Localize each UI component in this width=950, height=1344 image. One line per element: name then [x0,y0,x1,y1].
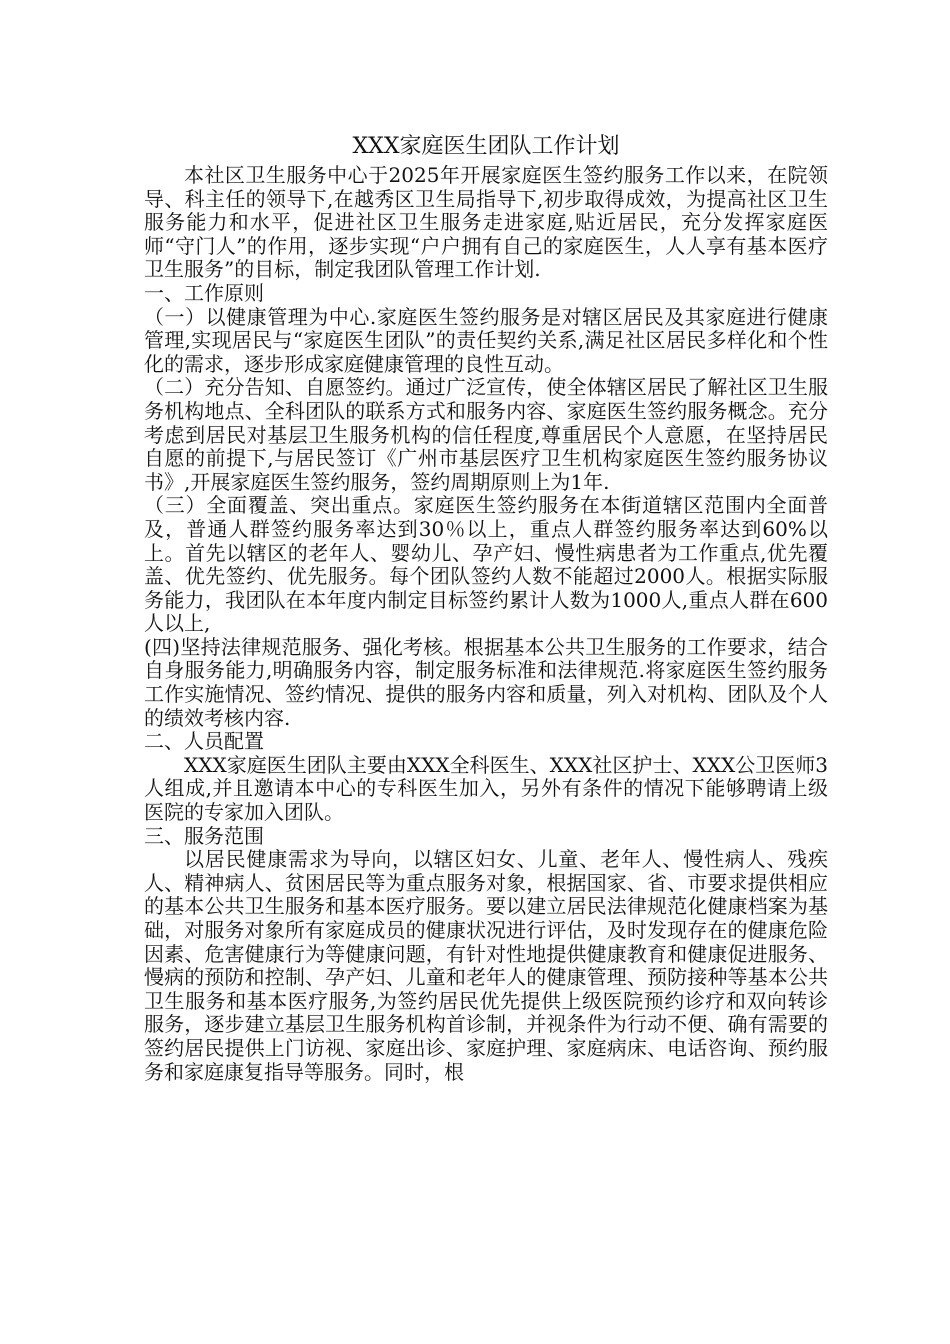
staffing-paragraph: XXX家庭医生团队主要由XXX全科医生、XXX社区护士、XXX公卫医师3人组成,并且邀请本中心的专科医生加入，另外有条件的情况下能够聘请上级医院的专家加入团队。 [144,752,828,825]
intro-paragraph: 本社区卫生服务中心于2025年开展家庭医生签约服务工作以来，在院领导、科主任的领导下,在越秀区卫生局指导下,初步取得成效，为提高社区卫生服务能力和水平，促进社区卫生服务走进家庭,贴近居民，充分发挥家庭医师“守门人”的作用，逐步实现“户户拥有自己的家庭医生，人人享有基本医疗卫生服务”的目标，制定我团队管理工作计划. [144,163,828,282]
principle-item-2: （二）充分告知、自愿签约。通过广泛宣传，使全体辖区居民了解社区卫生服务机构地点、全科团队的联系方式和服务内容、家庭医生签约服务概念。充分考虑到居民对基层卫生服务机构的信任程度,尊重居民个人意愿，在坚持居民自愿的前提下,与居民签订《广州市基层医疗卫生机构家庭医生签约服务协议书》,开展家庭医生签约服务，签约周期原则上为1年. [144,375,828,494]
document-page [144,132,828,1084]
section-heading-principles: 一、工作原则 [144,280,264,305]
principle-item-1: （一）以健康管理为中心.家庭医生签约服务是对辖区居民及其家庭进行健康管理,实现居民与“家庭医生团队”的责任契约关系,满足社区居民多样化和个性化的需求，逐步形成家庭健康管理的良性互动。 [144,304,828,376]
scope-paragraph: 以居民健康需求为导向，以辖区妇女、儿童、老年人、慢性病人、残疾人、精神病人、贫困居民等为重点服务对象，根据国家、省、市要求提供相应的基本公共卫生服务和基本医疗服务。要以建立居民法律规范化健康档案为基础，对服务对象所有家庭成员的健康状况进行评估，及时发现存在的健康危险因素、危害健康行为等健康问题，有针对性地提供健康教育和健康促进服务、慢病的预防和控制、孕产妇、儿童和老年人的健康管理、预防接种等基本公共卫生服务和基本医疗服务,为签约居民优先提供上级医院预约诊疗和双向转诊服务，逐步建立基层卫生服务机构首诊制，并视条件为行动不便、确有需要的签约居民提供上门访视、家庭出诊、家庭护理、家庭病床、电话咨询、预约服务和家庭康复指导等服务。同时，根 [144,847,828,1084]
section-heading-scope: 三、服务范围 [144,823,264,848]
principle-item-4: (四)坚持法律规范服务、强化考核。根据基本公共卫生服务的工作要求，结合自身服务能力,明确服务内容，制定服务标准和法律规范.将家庭医生签约服务工作实施情况、签约情况、提供的服务内容和质量，列入对机构、团队及个人的绩效考核内容. [144,634,828,730]
section-heading-staffing: 二、人员配置 [144,729,264,754]
document-title: XXX家庭医生团队工作计划 [352,134,620,159]
principle-item-3: （三）全面覆盖、突出重点。家庭医生签约服务在本街道辖区范围内全面普及，普通人群签约服务率达到30％以上，重点人群签约服务率达到60%以上。首先以辖区的老年人、婴幼儿、孕产妇、慢性病患者为工作重点,优先覆盖、优先签约、优先服务。每个团队签约人数不能超过2000人。根据实际服务能力，我团队在本年度内制定目标签约累计人数为1000人,重点人群在600人以上, [144,493,828,636]
